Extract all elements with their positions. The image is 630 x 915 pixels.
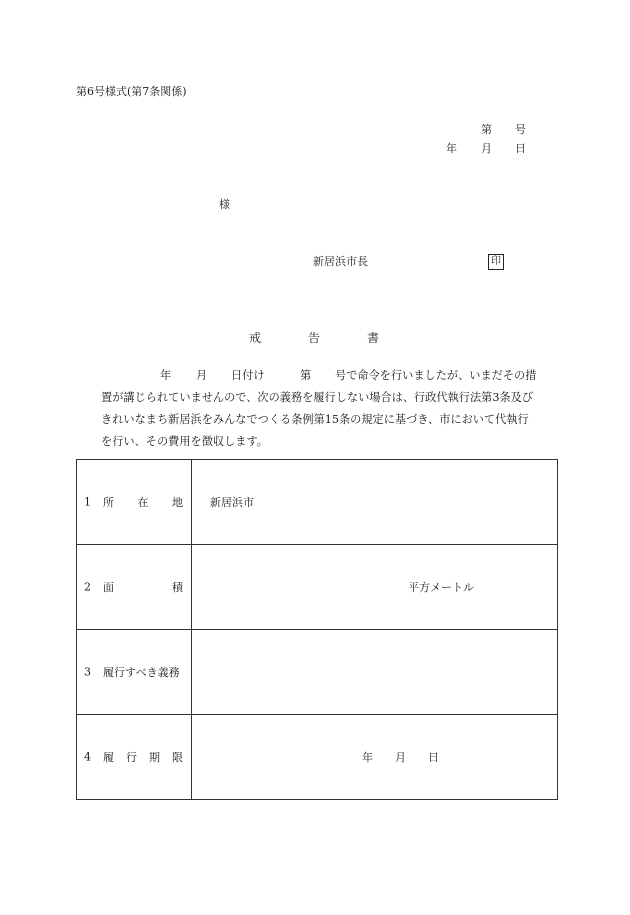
- label-char: 期: [149, 751, 160, 764]
- date-year: 年: [446, 142, 457, 155]
- body-year: 年: [160, 369, 172, 382]
- body-line1-rest: 号で命令を行いましたが、いまだその措: [335, 369, 537, 382]
- table-row: [77, 460, 558, 545]
- row-label-location: [77, 460, 192, 545]
- label-text: [103, 494, 183, 510]
- seal-stamp: 印: [488, 254, 504, 270]
- row-number: 3: [84, 665, 91, 679]
- row-number: 2: [84, 580, 91, 594]
- title-char: 書: [367, 331, 380, 345]
- form-number: 第6号様式(第7条関係): [76, 85, 187, 98]
- doc-number-go: 号: [515, 123, 526, 136]
- area-unit: 平方メートル: [408, 581, 474, 594]
- label-char: 所: [103, 496, 114, 509]
- addressee-sama: 様: [219, 198, 230, 211]
- table-row: [77, 545, 558, 630]
- body-line-3: きれいなまち新居浜をみんなでつくる条例第15条の規定に基づき、市において代執行: [101, 413, 529, 426]
- body-date-suffix: 日付け: [231, 369, 265, 382]
- title-char: 告: [308, 331, 321, 345]
- label-text: [103, 749, 183, 765]
- details-table: [76, 459, 558, 800]
- table-row: [77, 715, 558, 800]
- deadline-year: 年: [362, 751, 373, 764]
- deadline-month: 月: [395, 751, 406, 764]
- label-char: 限: [172, 751, 183, 764]
- label-char: 地: [172, 496, 183, 509]
- title-char: 戒: [249, 331, 262, 345]
- row-value-area: [192, 545, 558, 630]
- row-label-area: [77, 545, 192, 630]
- label-char: 履: [103, 751, 114, 764]
- label-text: 履行すべき義務: [103, 666, 180, 679]
- label-char: 行: [126, 751, 137, 764]
- row-number: 4: [84, 750, 91, 764]
- deadline-day: 日: [428, 751, 439, 764]
- row-number: 1: [84, 495, 91, 509]
- doc-number-dai: 第: [481, 123, 492, 136]
- body-paragraph: [101, 365, 561, 453]
- body-line-4: を行い、その費用を徴収します。: [101, 435, 268, 448]
- row-value-location: [192, 460, 558, 545]
- row-label-deadline: [77, 715, 192, 800]
- body-dai: 第: [300, 369, 312, 382]
- body-line-2: 置が講じられていませんので、次の義務を履行しない場合は、行政代執行法第3条及び: [101, 391, 534, 404]
- body-month: 月: [196, 369, 208, 382]
- row-value-obligation: [192, 630, 558, 715]
- label-char: 面: [103, 581, 114, 594]
- deadline-date: [362, 749, 439, 765]
- table-row: [77, 630, 558, 715]
- label-text: [103, 579, 183, 595]
- body-line-1: [101, 365, 561, 387]
- issuer-name: 新居浜市長: [313, 255, 368, 268]
- row-value-deadline: [192, 715, 558, 800]
- date-day: 日: [515, 142, 526, 155]
- date-month: 月: [481, 142, 492, 155]
- label-char: 在: [137, 496, 149, 509]
- location-value: 新居浜市: [210, 496, 254, 509]
- label-char: 積: [172, 581, 183, 594]
- row-label-obligation: [77, 630, 192, 715]
